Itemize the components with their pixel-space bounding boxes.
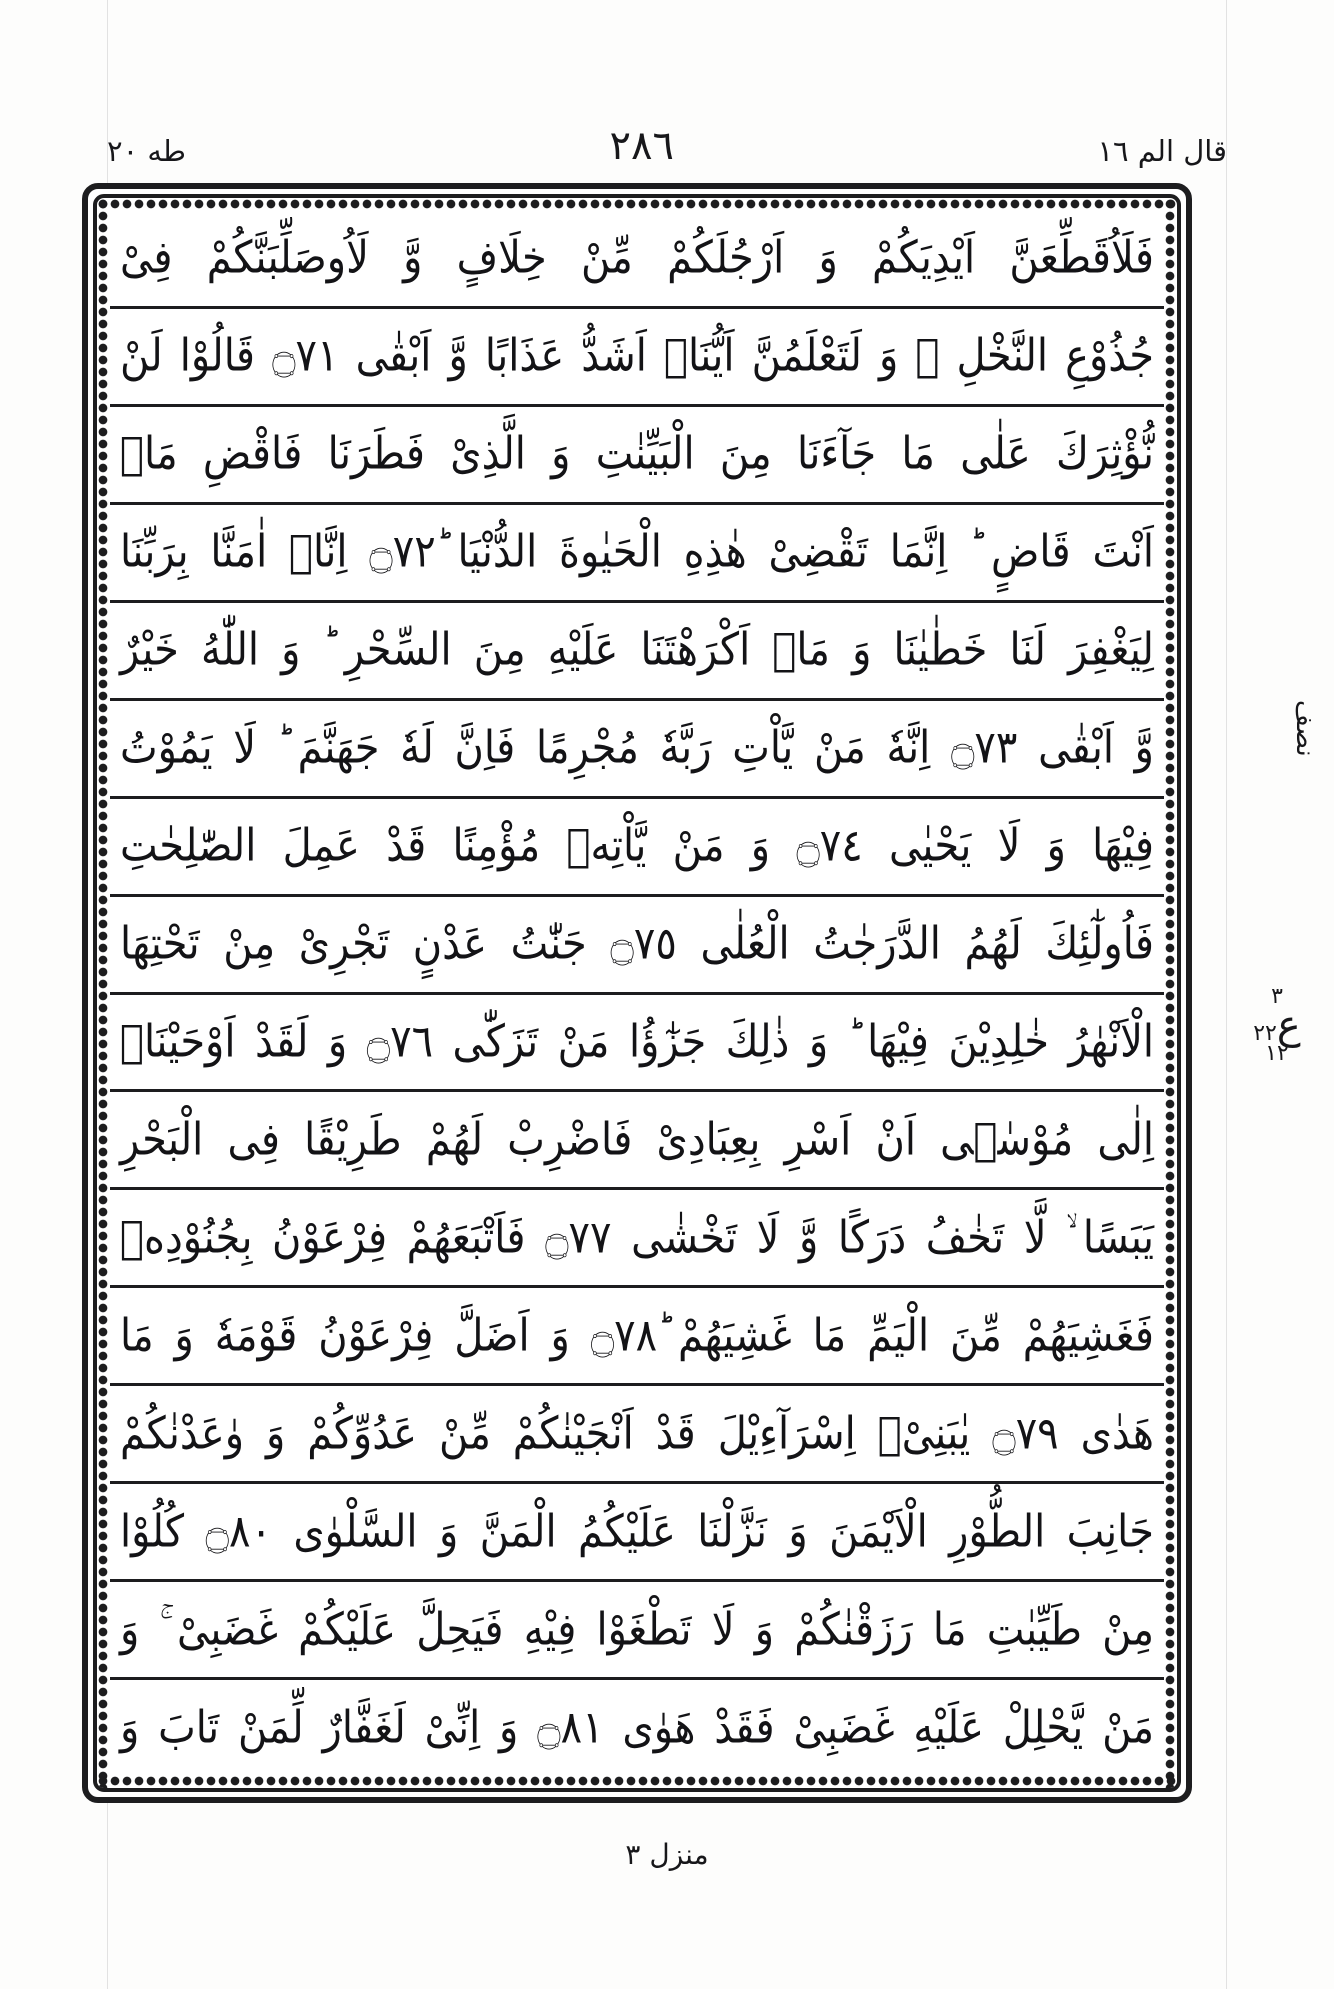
border-ornament-bottom xyxy=(97,1775,1177,1788)
scan-edge-right-guide xyxy=(1226,0,1227,1989)
page-number: ٢٨٦ xyxy=(609,123,674,169)
ayah-line-text: لِيَغْفِرَ لَنَا خَطٰيٰنَا وَ مَاۤ اَكْرَهْتَنَا عَلَيْهِ مِنَ السِّحْرِ ؕ وَ اللّٰهُ خَيْرٌ xyxy=(120,624,1154,676)
ruku-count-number: ٢٢ xyxy=(1253,1021,1277,1047)
ayah-line xyxy=(110,603,1164,701)
ayah-line-text: اِلٰى مُوْسٰۤى اَنْ اَسْرِ بِعِبَادِىْ فَاضْرِبْ لَهُمْ طَرِيْقًا فِى الْبَحْرِ xyxy=(120,1114,1154,1166)
margin-mark-nisf: نصف xyxy=(1290,700,1320,757)
running-header xyxy=(107,96,1227,169)
ayah-line xyxy=(110,995,1164,1093)
ayah-line-text: مِنْ طَيِّبٰتِ مَا رَزَقْنٰكُمْ وَ لَا تَطْغَوْا فِيْهِ فَيَحِلَّ عَلَيْكُمْ غَضَبِىْ ۚ وَ xyxy=(120,1603,1154,1656)
ayah-line-text: نُّؤْثِرَكَ عَلٰى مَا جَآءَنَا مِنَ الْبَيِّنٰتِ وَ الَّذِىْ فَطَرَنَا فَاقْضِ مَاۤ xyxy=(120,428,1154,481)
border-ornament-left xyxy=(97,198,110,1788)
ayah-line xyxy=(110,1288,1164,1386)
ayah-line xyxy=(110,505,1164,603)
header-surah-label: طه ٢٠ xyxy=(107,134,187,168)
ayah-line xyxy=(110,309,1164,407)
margin-mark-ruku xyxy=(1236,985,1318,1065)
ruku-ain-symbol: ع xyxy=(1276,1002,1301,1049)
ayah-line xyxy=(110,211,1164,309)
ayah-line xyxy=(110,1680,1164,1775)
ayah-line-text: فَاُولٰٓئِكَ لَهُمُ الدَّرَجٰتُ الْعُلٰى ۝٧٥ جَنّٰتُ عَدْنٍ تَجْرِىْ مِنْ تَحْتِهَا xyxy=(120,918,1155,970)
manzil-label: منزل ٣ xyxy=(625,1838,709,1871)
ayah-line-text: مَنْ يَّحْلِلْ عَلَيْهِ غَضَبِىْ فَقَدْ هَوٰى ۝٨١ وَ اِنِّىْ لَغَفَّارٌ لِّمَنْ تَابَ وَ xyxy=(120,1701,1154,1754)
ayah-line xyxy=(110,1484,1164,1582)
ayah-line xyxy=(110,1582,1164,1680)
header-juz-label: قال الم ١٦ xyxy=(1097,134,1227,168)
ayah-line-text: وَّ اَبْقٰى ۝٧٣ اِنَّهٗ مَنْ يَّاْتِ رَبَّهٗ مُجْرِمًا فَاِنَّ لَهٗ جَهَنَّمَ ؕ لَا يَمُوْتُ xyxy=(120,722,1154,774)
quran-text-frame xyxy=(82,183,1192,1803)
ayah-line-text: الْاَنْهٰرُ خٰلِدِيْنَ فِيْهَا ؕ وَ ذٰلِكَ جَزٰٓؤُا مَنْ تَزَكّٰى ۝٧٦ وَ لَقَدْ اَوْحَيْنَاۤ xyxy=(120,1016,1154,1068)
ayah-line-text: جُذُوْعِ النَّخْلِ ۫ وَ لَتَعْلَمُنَّ اَيُّنَاۤ اَشَدُّ عَذَابًا وَّ اَبْقٰى ۝٧١ قَالُوْا لَنْ xyxy=(120,330,1155,383)
ayah-lines-container xyxy=(110,211,1164,1775)
quran-text-frame-inner xyxy=(93,194,1181,1792)
ruku-bottom-number: ١٢ xyxy=(1265,1041,1289,1067)
ayah-line xyxy=(110,701,1164,799)
ayah-line-text: يَبَسًا ۙ لَّا تَخٰفُ دَرَكًا وَّ لَا تَخْشٰى ۝٧٧ فَاَتْبَعَهُمْ فِرْعَوْنُ بِجُنُوْدِهٖ xyxy=(120,1212,1154,1264)
border-ornament-top xyxy=(97,198,1177,211)
ruku-top-number: ٣ xyxy=(1271,984,1283,1009)
ayah-line xyxy=(110,897,1164,995)
ayah-line-text: اَنْتَ قَاضٍ ؕ اِنَّمَا تَقْضِىْ هٰذِهِ الْحَيٰوةَ الدُّنْيَا ؕ۝٧٢ اِنَّاۤ اٰمَنَّا بِرَبِّنَا xyxy=(120,526,1154,579)
ayah-line xyxy=(110,1092,1164,1190)
ayah-line xyxy=(110,407,1164,505)
ayah-line-text: فَغَشِيَهُمْ مِّنَ الْيَمِّ مَا غَشِيَهُمْ ؕ۝٧٨ وَ اَضَلَّ فِرْعَوْنُ قَوْمَهٗ وَ مَا xyxy=(120,1310,1154,1362)
ayah-line-text: فَلَاُقَطِّعَنَّ اَيْدِيَكُمْ وَ اَرْجُلَكُمْ مِّنْ خِلَافٍ وَّ لَاُوصَلِّبَنَّكُمْ فِىْ xyxy=(120,232,1154,285)
ayah-line-text: فِيْهَا وَ لَا يَحْيٰى ۝٧٤ وَ مَنْ يَّاْتِهٖ مُؤْمِنًا قَدْ عَمِلَ الصّٰلِحٰتِ xyxy=(120,820,1155,872)
page-footer xyxy=(0,1838,1334,1871)
ayah-line xyxy=(110,799,1164,897)
border-ornament-right xyxy=(1164,198,1177,1788)
ayah-line xyxy=(110,1190,1164,1288)
ayah-line xyxy=(110,1386,1164,1484)
ayah-line-text: هَدٰى ۝٧٩ يٰبَنِىْۤ اِسْرَآءِيْلَ قَدْ اَنْجَيْنٰكُمْ مِّنْ عَدُوِّكُمْ وَ وٰعَدْنٰكُمْ xyxy=(120,1407,1154,1460)
ayah-line-text: جَانِبَ الطُّوْرِ الْاَيْمَنَ وَ نَزَّلْنَا عَلَيْكُمُ الْمَنَّ وَ السَّلْوٰى ۝٨٠ كُلُوْا xyxy=(120,1505,1155,1558)
ruku-symbol-group xyxy=(1236,1002,1318,1049)
